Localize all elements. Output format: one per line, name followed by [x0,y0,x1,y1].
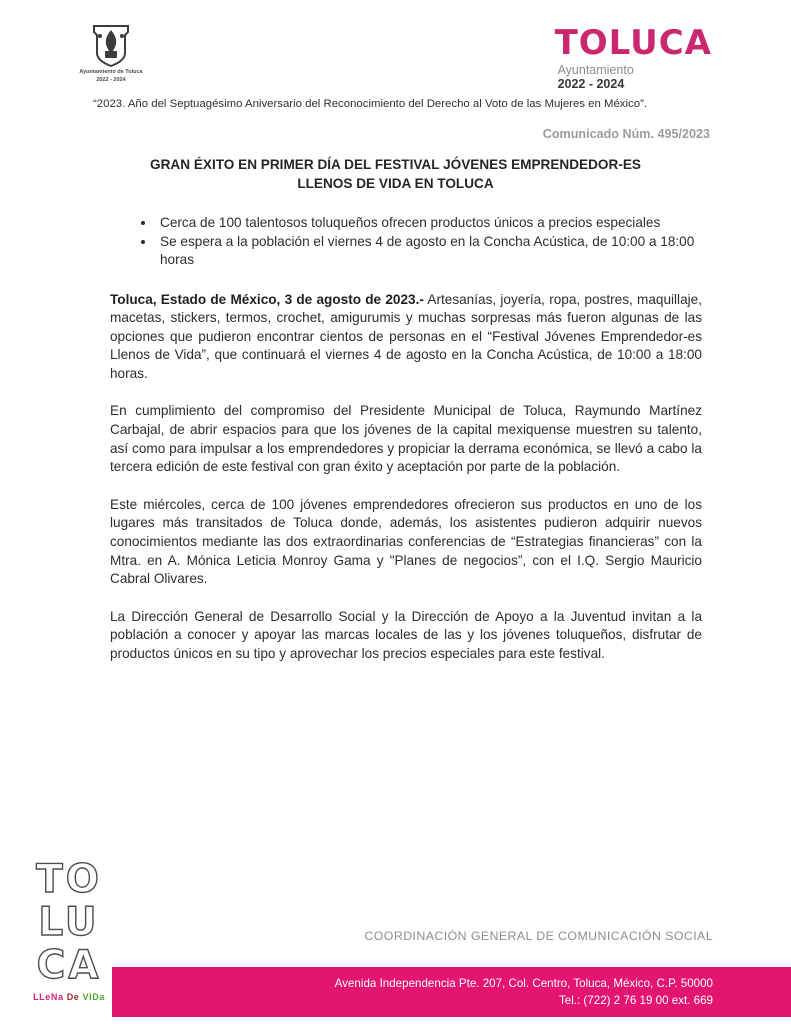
toluca-brand-block [555,24,712,91]
brand-subtitle: Ayuntamiento [557,63,634,77]
paragraph-body [110,496,702,589]
tagline-vida: VIDa [82,992,105,1002]
footer-department: COORDINACIÓN GENERAL DE COMUNICACIÓN SOCIAL [364,929,713,943]
title-line1: GRAN ÉXITO EN PRIMER DÍA DEL FESTIVAL JÓVENES EMPRENDEDOR-ES [150,157,641,172]
paragraph-text: Este miércoles, cerca de 100 jóvenes emprendedores ofrecieron sus productos en uno de los lugares más transitados de Toluca donde, además, los asistentes pudieron adquirir nuevos conocimientos mediante las dos extraordinarias conferencias de “Estrategias financieras” con la Mtra. en A. Mónica Leticia Monroy Gama y "Planes de negocios”, con el I.Q. Sergio Mauricio Cabral Olivares. [110,496,702,587]
footer-address: Avenida Independencia Pte. 207, Col. Centro, Toluca, México, C.P. 50000 [334,977,713,990]
paragraph-body [110,608,702,664]
paragraph-text: Artesanías, joyería, ropa, postres, maquillaje, macetas, stickers, termos, crochet, amigurumis y muchas sorpresas más fueron algunas de las opciones que pudieron encontrar cientos de personas en el “Festival Jóvenes Emprendedor-es Llenos de Vida”, que continuará el viernes 4 de agosto en la Concha Acústica, de 10:00 a 18:00 horas. [110,291,702,381]
brand-period: 2022 - 2024 [557,77,625,91]
footer-toluca-logo [24,858,114,1002]
comunicado-number: Comunicado Núm. 495/2023 [542,127,710,141]
paragraph-dateline [110,291,702,384]
anniversary-quote: “2023. Año del Septuagésimo Aniversario del Reconocimiento del Derecho al Voto de las Mujeres en México”. [93,98,648,110]
paragraph-text: La Dirección General de Desarrollo Social y la Dirección de Apoyo a la Juventud invitan a la población a conocer y apoyar las marcas locales de las y los jóvenes toluqueños, disfrutar de productos únicos en su tipo y aprovechar los precios especiales para este festival. [110,608,702,661]
footer-contact-bar [112,967,791,1017]
document-header [0,0,791,91]
crest-caption-line1: Ayuntamiento de Toluca [79,69,143,75]
footer-logo-letter: CA [36,943,102,988]
crest-caption-line2: 2022 - 2024 [96,77,126,84]
city-crest [55,24,167,91]
title-line2: LLENOS DE VIDA EN TOLUCA [297,175,494,191]
crest-icon [55,24,167,68]
footer-tagline [24,992,114,1002]
footer-logo-letter: LU [38,900,100,945]
paragraph-text: En cumplimiento del compromiso del Presidente Municipal de Toluca, Raymundo Martínez Carbajal, de abrir espacios para que los jóvenes de la capital mexiquense muestren su talento, así como para impulsar a los emprendedores y propiciar la derrama económica, se llevó a cabo la tercera edición de este festival con gran éxito y aceptación por parte de la población. [110,403,702,475]
paragraph-body [110,402,702,476]
highlight-item: • Se espera a la población el viernes 4 de agosto en la Concha Acústica, de 10:00 a 18:00 horas [156,233,700,270]
press-release-title [0,156,791,193]
highlights-list [0,214,700,270]
footer-logo-letter: TO [36,857,102,902]
dateline-lead: Toluca, Estado de México, 3 de agosto de 2023.- [110,291,424,307]
highlight-item: • Cerca de 100 talentosos toluqueños ofrecen productos únicos a precios especiales [156,214,700,233]
tagline-de: De [66,992,80,1002]
tagline-llena: LLeNa [33,992,64,1002]
toluca-wordmark: TOLUCA [554,23,712,63]
footer-phone: Tel.: (722) 2 76 19 00 ext. 669 [558,994,713,1007]
